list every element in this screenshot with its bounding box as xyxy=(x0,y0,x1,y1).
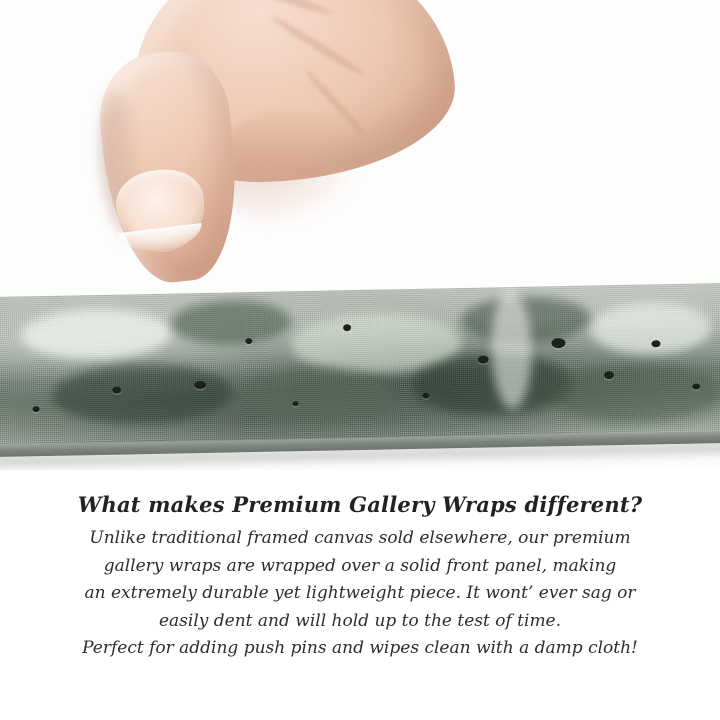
caption-title: What makes Premium Gallery Wraps different? xyxy=(77,492,643,517)
hand-image xyxy=(95,0,455,320)
caption-line: gallery wraps are wrapped over a solid front panel, making xyxy=(103,555,617,576)
caption-line: easily dent and will hold up to the test of time. xyxy=(158,610,562,631)
caption-body xyxy=(80,525,640,663)
caption-block xyxy=(0,492,720,663)
gallery-wrap-canvas xyxy=(0,283,720,467)
caption-line: Unlike traditional framed canvas sold elsewhere, our premium xyxy=(89,528,631,548)
caption-line: an extremely durable yet lightweight piece. It wont’ ever sag or xyxy=(84,583,636,604)
canvas-speck xyxy=(422,393,429,399)
canvas-face xyxy=(0,283,720,447)
canvas-speck xyxy=(33,406,40,412)
finger-fold-shading xyxy=(213,110,363,230)
caption-line: Perfect for adding push pins and wipes clean with a damp cloth! xyxy=(82,638,638,659)
